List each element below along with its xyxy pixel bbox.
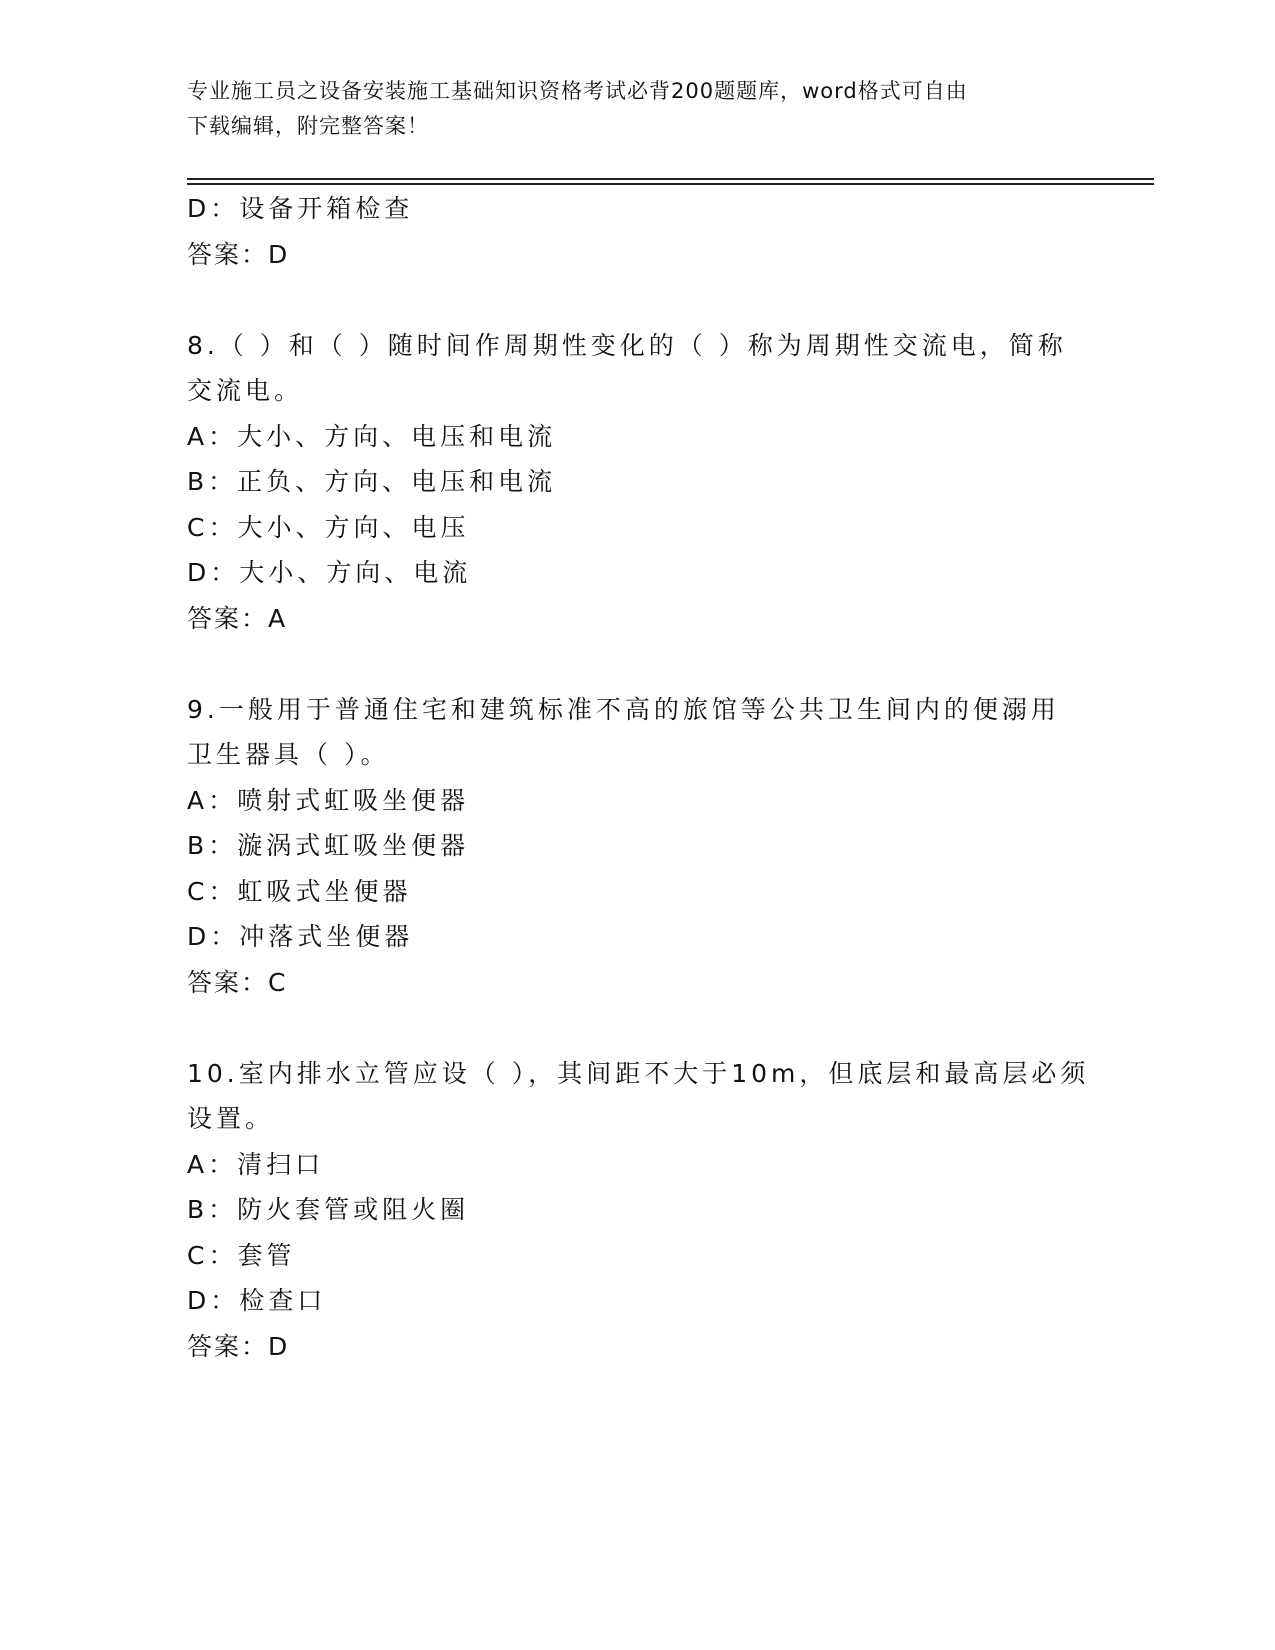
question-10-option-a: A：清扫口: [187, 1149, 325, 1179]
spacer: [187, 641, 1087, 687]
question-9-stem-line-1: 9.一般用于普通住宅和建筑标准不高的旅馆等公共卫生间内的便溺用: [187, 694, 1060, 724]
header-line-2: 下载编辑，附完整答案！: [187, 114, 429, 138]
question-7-option-d: D：设备开箱检查: [187, 194, 414, 223]
header-divider-top: [187, 178, 1154, 180]
question-list: [187, 186, 1090, 1369]
question-8-answer: 答案：A: [187, 603, 288, 633]
question-9-option-c: C：虹吸式坐便器: [187, 876, 412, 906]
header-divider-bottom: [187, 183, 1154, 185]
question-9-option-a: A：喷射式虹吸坐便器: [187, 785, 470, 815]
question-8-stem-line-2: 交流电。: [187, 376, 304, 405]
question-8: [187, 323, 1087, 642]
question-8-option-b: B：正负、方向、电压和电流: [187, 467, 557, 496]
header-line-1: 专业施工员之设备安装施工基础知识资格考试必背200题题库，word格式可自由: [187, 79, 968, 103]
question-10-option-c: C：套管: [187, 1240, 296, 1270]
question-8-option-a: A：大小、方向、电压和电流: [187, 421, 557, 451]
question-9-option-d: D：冲落式坐便器: [187, 922, 414, 951]
question-8-option-c: C：大小、方向、电压: [187, 512, 470, 542]
question-10-option-d: D：检查口: [187, 1286, 327, 1315]
question-9: [187, 687, 1087, 1006]
question-10-stem-line-1: 10.室内排水立管应设（ ），其间距不大于10m，但底层和最高层必须: [187, 1058, 1090, 1088]
spacer: [187, 277, 1087, 323]
question-10-option-b: B：防火套管或阻火圈: [187, 1195, 470, 1224]
question-8-option-d: D：大小、方向、电流: [187, 558, 472, 587]
question-10-stem-line-2: 设置。: [187, 1104, 275, 1133]
question-9-stem-line-2: 卫生器具（ ）。: [187, 740, 390, 769]
question-10-answer: 答案：D: [187, 1331, 290, 1361]
question-7-answer: 答案：D: [187, 239, 290, 269]
question-9-answer: 答案：C: [187, 967, 288, 997]
question-10: [187, 1051, 1090, 1370]
question-9-option-b: B：漩涡式虹吸坐便器: [187, 831, 470, 860]
spacer: [187, 1005, 1087, 1051]
question-8-stem-line-1: 8.（ ）和（ ）随时间作周期性变化的（ ）称为周期性交流电，简称: [187, 330, 1067, 360]
document-header: [187, 74, 1087, 144]
